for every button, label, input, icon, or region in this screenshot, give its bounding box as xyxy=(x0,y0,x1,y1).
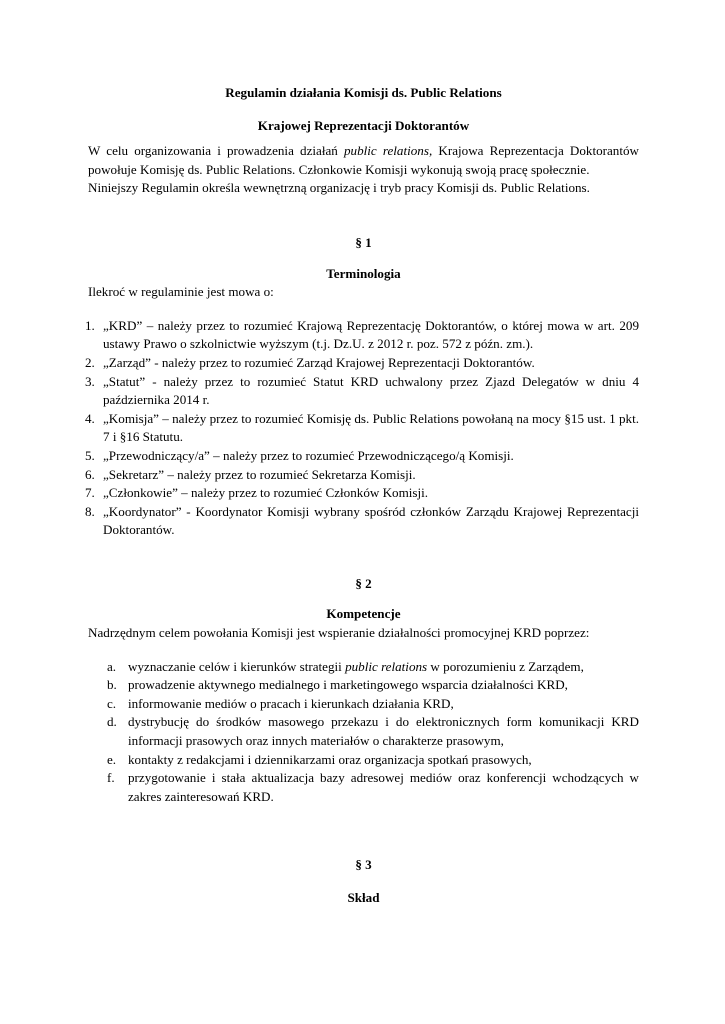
list-item xyxy=(88,769,639,806)
list-item-number: 8. xyxy=(85,503,95,519)
list-item-text: „Komisja” – należy przez to rozumieć Komisję ds. Public Relations powołaną na mocy §15 ust. 1 pkt. 7 i §16 Statutu. xyxy=(103,410,639,445)
list-item-number: 1. xyxy=(85,317,95,333)
document-title-line2: Krajowej Reprezentacji Doktorantów xyxy=(257,117,470,133)
intro-p1-text-end: Krajowa Reprezentacja Doktorantów powołuje Komisję ds. Public Relations. Członkowie Komisji wykonują swoją pracę społecznie. xyxy=(88,143,639,177)
competencies-list xyxy=(88,658,639,807)
list-item-text: dystrybucję do środków masowego przekazu i do elektronicznych form komunikacji KRD informacji prasowych oraz innych materiałów o charakterze prasowym, xyxy=(128,714,639,749)
list-item-text: „Statut” - należy przez to rozumieć Statut KRD uchwalony przez Zjazd Delegatów w dniu 4 października 2014 r. xyxy=(103,373,639,408)
list-item xyxy=(85,447,639,466)
list-item-letter: f. xyxy=(107,770,115,786)
section-2-sign: § 2 xyxy=(355,575,372,591)
list-item-text: „Członkowie” – należy przez to rozumieć Członków Komisji. xyxy=(103,485,429,501)
list-item xyxy=(88,676,639,695)
list-item xyxy=(85,484,639,503)
list-item-text: „Zarząd” - należy przez to rozumieć Zarząd Krajowej Reprezentacji Doktorantów. xyxy=(103,354,535,370)
list-item-letter: a. xyxy=(107,658,117,674)
document-page xyxy=(85,84,639,908)
list-item-number: 7. xyxy=(85,485,95,501)
section-2-lead: Nadrzędnym celem powołania Komisji jest wspieranie działalności promocyjnej KRD poprzez: xyxy=(88,625,590,641)
list-item-number: 3. xyxy=(85,373,95,389)
list-item-letter: c. xyxy=(107,695,117,711)
section-1-heading: Terminologia xyxy=(326,265,401,281)
list-item xyxy=(85,354,639,373)
list-item-letter: b. xyxy=(107,677,117,693)
list-item-number: 6. xyxy=(85,466,95,482)
section-1-lead: Ilekroć w regulaminie jest mowa o: xyxy=(88,284,274,300)
list-item-text: wyznaczanie celów i kierunków strategii xyxy=(128,658,346,674)
list-item-text-end: w porozumieniu z Zarządem, xyxy=(427,658,584,674)
list-item-italic: public relations xyxy=(345,658,428,674)
section-2-heading: Kompetencje xyxy=(326,606,401,622)
list-item-number: 2. xyxy=(85,354,95,370)
list-item-text: informowanie mediów o pracach i kierunkach działania KRD, xyxy=(128,695,454,711)
list-item-number: 5. xyxy=(85,447,95,463)
section-3-heading: Skład xyxy=(347,890,380,905)
list-item xyxy=(85,503,639,540)
list-item-number: 4. xyxy=(85,410,95,426)
list-item xyxy=(88,658,639,677)
list-item-text: przygotowanie i stała aktualizacja bazy adresowej mediów oraz konferencji wchodzących w zakres zainteresowań KRD. xyxy=(128,770,639,804)
list-item-text: kontakty z redakcjami i dziennikarzami oraz organizacja spotkań prasowych, xyxy=(128,751,532,767)
list-item-letter: d. xyxy=(107,714,117,730)
section-1-sign: § 1 xyxy=(355,234,372,250)
document-title-line1: Regulamin działania Komisji ds. Public Relations xyxy=(225,85,502,100)
list-item-text: „KRD” – należy przez to rozumieć Krajową Reprezentację Doktorantów, o której mowa w art. 209 ustawy Prawo o szkolnictwie wyższym (t.j. Dz.U. z 2012 r. poz. 572 z późn. zm.). xyxy=(103,317,639,352)
intro-p1-text: W celu organizowania i prowadzenia działań xyxy=(88,143,344,159)
list-item xyxy=(88,713,639,750)
list-item xyxy=(85,466,639,485)
list-item xyxy=(85,317,639,354)
list-item xyxy=(88,751,639,770)
section-3-sign: § 3 xyxy=(355,857,372,873)
intro-p1-italic: public relations, xyxy=(344,143,433,159)
list-item xyxy=(85,410,639,447)
list-item-text: „Przewodniczący/a” – należy przez to rozumieć Przewodniczącego/ą Komisji. xyxy=(103,447,514,463)
list-item xyxy=(85,373,639,410)
list-item-text: „Koordynator” - Koordynator Komisji wybrany spośród członków Zarządu Krajowej Reprezentacji Doktorantów. xyxy=(103,503,639,538)
intro-paragraph-2: Niniejszy Regulamin określa wewnętrzną organizację i tryb pracy Komisji ds. Public Relations. xyxy=(88,180,590,196)
intro-paragraph-1 xyxy=(88,142,639,179)
list-item-text: prowadzenie aktywnego medialnego i marketingowego wsparcia działalności KRD, xyxy=(128,677,568,693)
list-item xyxy=(88,695,639,714)
list-item-text: „Sekretarz” – należy przez to rozumieć Sekretarza Komisji. xyxy=(103,466,416,482)
terminology-list xyxy=(85,317,639,540)
list-item-letter: e. xyxy=(107,751,117,767)
